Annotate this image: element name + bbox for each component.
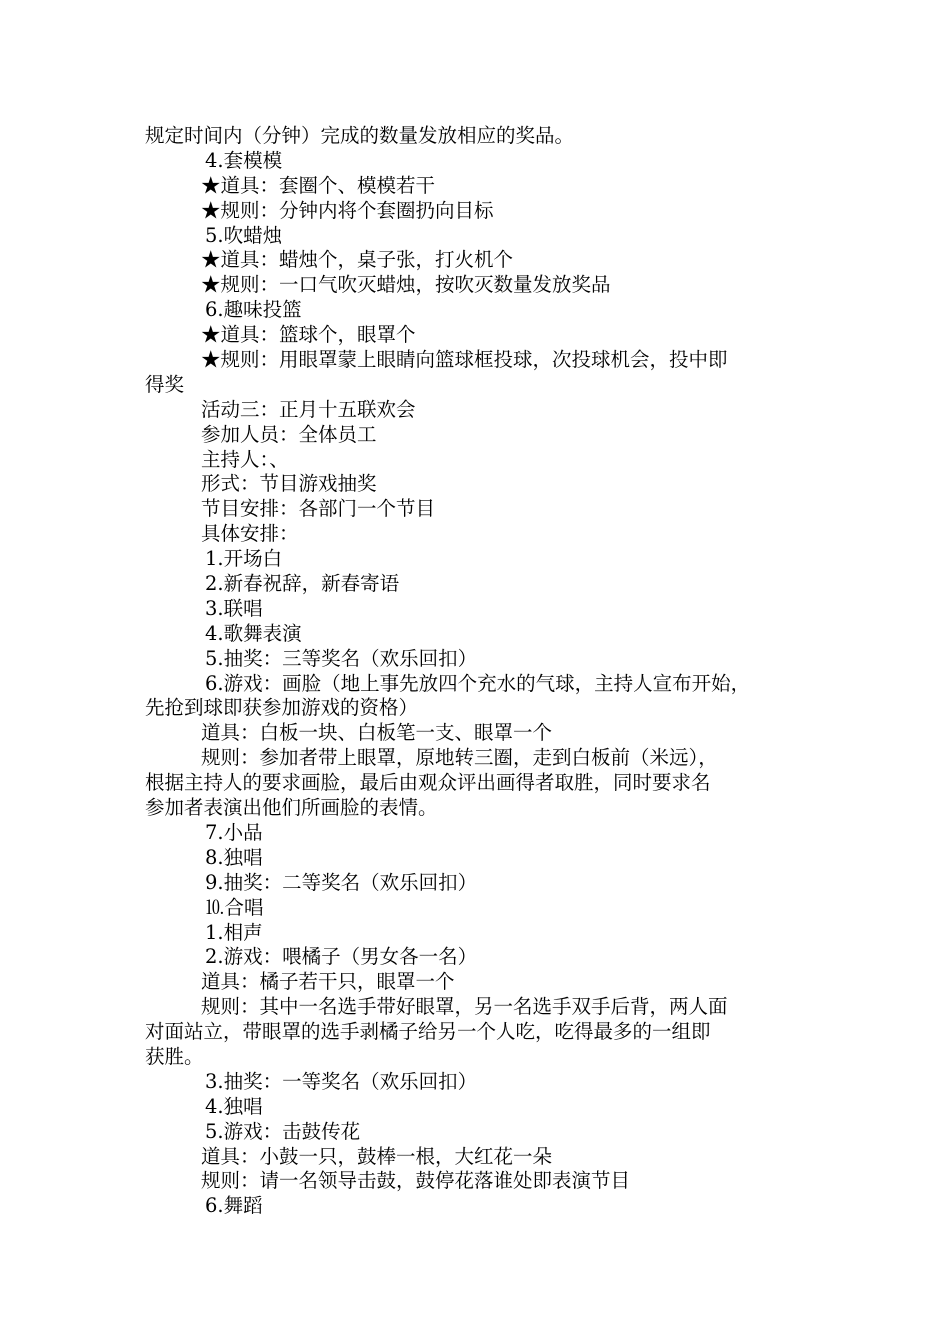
text-line: 主持人：、 — [201, 447, 289, 471]
text-line: 规则：其中一名选手带好眼罩，另一名选手双手后背，两人面 — [201, 995, 728, 1019]
text-line: 道具：橘子若干只，眼罩一个 — [201, 970, 455, 994]
text-line: 规则：参加者带上眼罩，原地转三圈，走到白板前（米远）， — [201, 746, 718, 770]
text-line: 规则：请一名领导击鼓，鼓停花落谁处即表演节目 — [201, 1169, 631, 1193]
text-line: 形式：节目游戏抽奖 — [201, 472, 377, 496]
text-line: 得奖 — [145, 372, 185, 396]
text-line: ★道具：蜡烛个，桌子张，打火机个 — [201, 248, 514, 272]
text-line: 参加者表演出他们所画脸的表情。 — [145, 796, 438, 820]
text-line: 规定时间内（分钟）完成的数量发放相应的奖品。 — [145, 124, 575, 147]
text-line: 2.游戏：喂橘子（男女各一名） — [205, 945, 478, 969]
text-line: 5.抽奖：三等奖名（欢乐回扣） — [205, 646, 478, 670]
text-line: 活动三：正月十五联欢会 — [201, 397, 416, 421]
text-line: 9.抽奖：二等奖名（欢乐回扣） — [205, 870, 478, 894]
text-line: 对面站立，带眼罩的选手剥橘子给另一个人吃，吃得最多的一组即 — [145, 1020, 711, 1044]
text-line: ★规则：用眼罩蒙上眼睛向篮球框投球，次投球机会，投中即 — [201, 348, 728, 372]
text-line: 具体安排： — [201, 522, 299, 546]
text-line: 4.独唱 — [205, 1094, 263, 1118]
text-line: 6.舞蹈 — [205, 1194, 263, 1218]
text-line: 4.歌舞表演 — [205, 621, 302, 645]
text-line: 参加人员：全体员工 — [201, 422, 377, 446]
text-line: 4.套模模 — [205, 148, 283, 172]
text-line: 根据主持人的要求画脸，最后由观众评出画得者取胜，同时要求名 — [145, 771, 711, 795]
text-line: ★道具：篮球个，眼罩个 — [201, 323, 416, 347]
text-line: 1.相声 — [205, 920, 263, 944]
text-line: 3.联唱 — [205, 596, 263, 620]
text-line: 道具：小鼓一只，鼓棒一根，大红花一朵 — [201, 1144, 553, 1168]
text-line: 道具：白板一块、白板笔一支、眼罩一个 — [201, 721, 553, 745]
text-line: 获胜。 — [145, 1044, 204, 1068]
text-line: 2.新春祝辞，新春寄语 — [205, 572, 400, 596]
text-line: 5.游戏：击鼓传花 — [205, 1119, 361, 1143]
text-line: 6.游戏：画脸（地上事先放四个充水的气球，主持人宣布开始， — [205, 671, 751, 695]
text-line: ★规则：分钟内将个套圈扔向目标 — [201, 198, 494, 222]
text-line: 3.抽奖：一等奖名（欢乐回扣） — [205, 1069, 478, 1093]
text-line: 8.独唱 — [205, 845, 263, 869]
document-body — [145, 124, 810, 1219]
text-line: 5.吹蜡烛 — [205, 223, 283, 247]
text-line: 7.小品 — [205, 820, 263, 844]
text-line: ★道具：套圈个、模模若干 — [201, 173, 436, 197]
text-line: 1.开场白 — [205, 547, 283, 571]
text-line: 先抢到球即获参加游戏的资格） — [145, 696, 419, 720]
text-line: ⒑合唱 — [205, 895, 264, 919]
text-line: 6.趣味投篮 — [205, 298, 302, 322]
text-line: ★规则：一口气吹灭蜡烛，按吹灭数量发放奖品 — [201, 273, 611, 297]
text-line: 节目安排：各部门一个节目 — [201, 497, 436, 521]
